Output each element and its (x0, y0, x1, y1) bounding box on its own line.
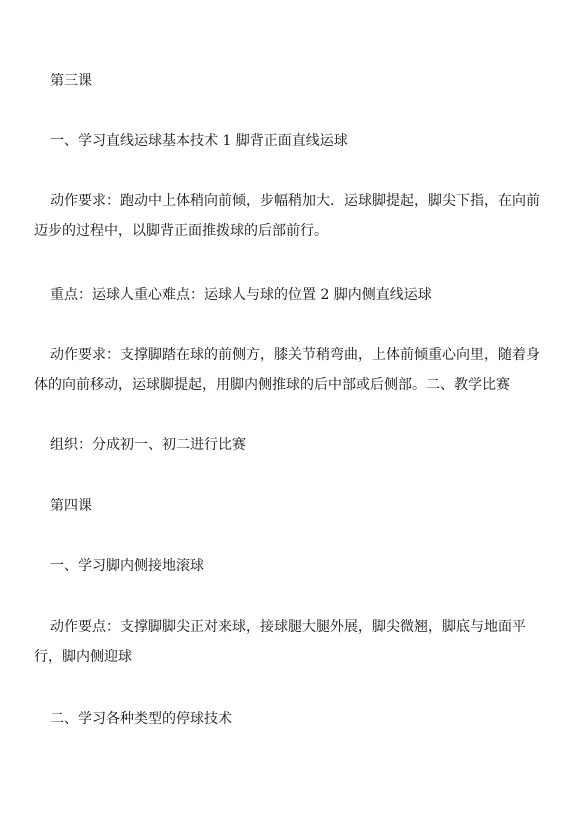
lesson-4-heading: 第四课 (50, 498, 92, 514)
lesson-4-section-1-title: 一、学习脚内侧接地滚球 (50, 558, 204, 574)
lesson-3-heading: 第三课 (50, 73, 92, 89)
lesson-3-action-requirements-1: 动作要求：跑动中上体稍向前倾，步幅稍加大．运球脚提起，脚尖下指，在向前迈步的过程中，以脚背正面推拨球的后部前行。 (34, 193, 540, 239)
lesson-3-organization: 组织：分成初一、初二进行比赛 (50, 437, 246, 453)
lesson-3-action-requirements-2: 动作要求：支撑脚踏在球的前侧方，膝关节稍弯曲，上体前倾重心向里，随着身体的向前移动，运球脚提起，用脚内侧推球的后中部或后侧部。二、教学比赛 (34, 347, 540, 393)
lesson-4-section-2-title: 二、学习各种类型的停球技术 (50, 711, 232, 727)
lesson-3-section-1-title: 一、学习直线运球基本技术 1 脚背正面直线运球 (50, 133, 348, 149)
lesson-3-key-points: 重点：运球人重心难点：运球人与球的位置 2 脚内侧直线运球 (50, 287, 432, 303)
lesson-4-action-points: 动作要点：支撑脚脚尖正对来球，接球腿大腿外展，脚尖微翘，脚底与地面平行，脚内侧迎球 (34, 619, 526, 665)
